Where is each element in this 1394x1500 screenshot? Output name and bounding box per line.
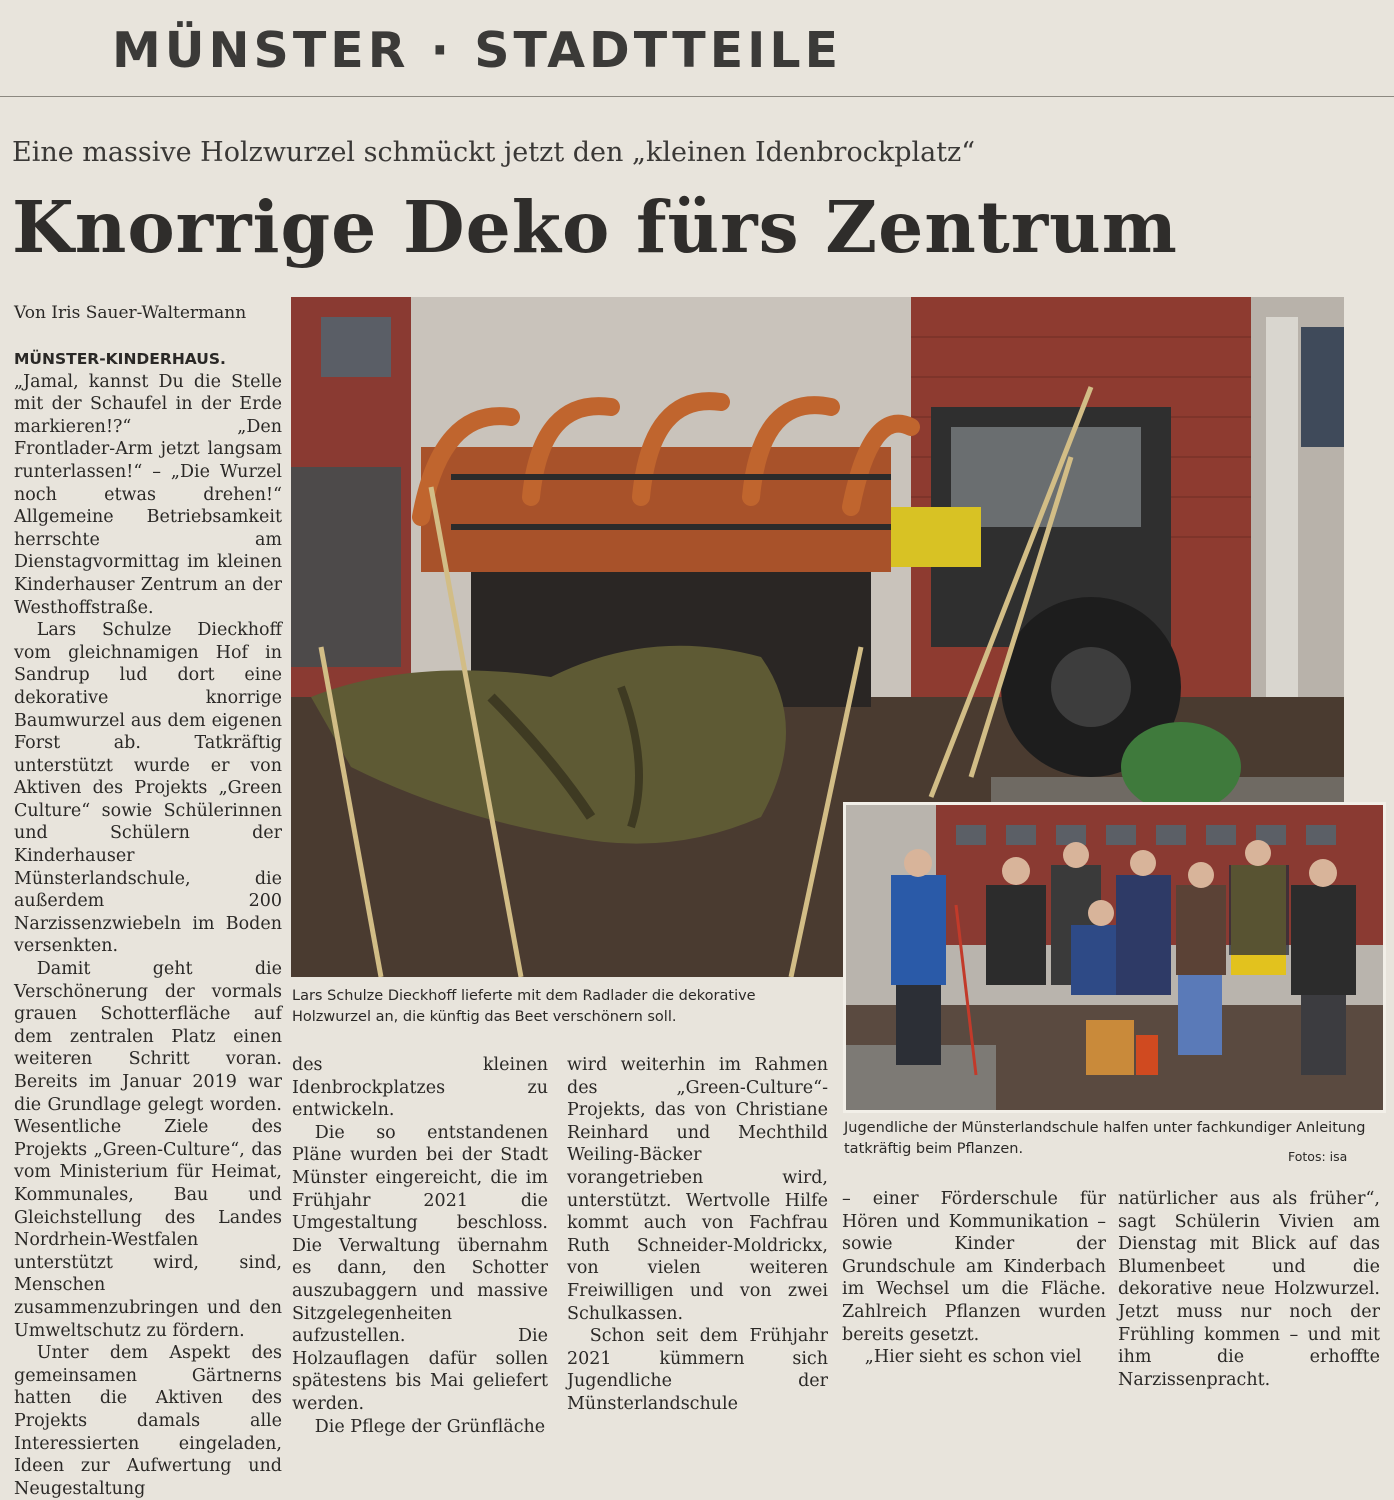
- photo-credit: Fotos: isa: [1288, 1149, 1348, 1164]
- article-paragraph: natürlicher aus als früher“, sagt Schülerin Vivien am Dienstag mit Blick auf das Blumenbeet und die dekorative neue Holzwurzel. Jetzt muss nur noch der Frühling kommen – und mit ihm die erhoffte Narzissenpracht.: [1118, 1189, 1380, 1390]
- article-column-3: [567, 1054, 828, 1416]
- article-paragraph: wird weiterhin im Rahmen des „Green-Culture“-Projekts, das von Christiane Reinhard und Mechthild Weiling-Bäcker vorangetrieben wird, unterstützt. Wertvolle Hilfe kommt auch von Fachfrau Ruth Schneider-Moldrickx, von vielen weiteren Freiwilligen und von zwei Schulkassen.: [567, 1055, 828, 1324]
- article-paragraph: [14, 348, 282, 619]
- article-paragraph: „Hier sieht es schon viel: [864, 1347, 1082, 1368]
- photo-students-group: [843, 802, 1386, 1113]
- article-paragraph: Die Pflege der Grünfläche: [314, 1416, 546, 1437]
- article-column-5: [1118, 1188, 1380, 1391]
- section-title: MÜNSTER · STADTTEILE: [112, 22, 843, 79]
- photo-students-illustration: [846, 805, 1383, 1110]
- article-column-2: [292, 1054, 548, 1438]
- article-headline: Knorrige Deko fürs Zentrum: [12, 185, 1178, 269]
- article-paragraph: Die so entstandenen Pläne wurden bei der Stadt Münster eingereicht, die im Frühjahr 2021 die Umgestaltung beschloss. Die Verwaltung übernahm es dann, den Schotter auszubaggern und massive Sitzgelegenheiten aufzustellen. Die Holzauflagen dafür sollen spätestens bis Mai geliefert werden.: [292, 1122, 548, 1414]
- article-paragraph: Damit geht die Verschönerung der vormals grauen Schotterfläche auf dem zentralen Platz einen weiteren Schritt voran. Bereits im Januar 2019 war die Grundlage gelegt worden. Wesentliche Ziele des Projekts „Green-Culture“, das vom Ministerium für Heimat, Kommunales, Bau und Gleichstellung des Landes Nordrhein-Westfalen unterstützt wird, sind, Menschen zusammenzubringen und den Umweltschutz zu fördern.: [14, 959, 282, 1341]
- photo-caption-loader: Lars Schulze Dieckhoff lieferte mit dem Radlader die dekorative Holzwurzel an, die künftig das Beet verschönern soll.: [292, 988, 756, 1025]
- article-paragraph: Lars Schulze Dieckhoff vom gleichnamigen Hof in Sandrup lud dort eine dekorative knorrige Baumwurzel aus dem eigenen Forst ab. Tatkräftig unterstützt wurde er von Aktiven des Projekts „Green Culture“ sowie Schülerinnen und Schülern der Kinderhauser Münsterlandschule, die außerdem 200 Narzissenzwiebeln im Boden versenkten.: [14, 620, 282, 957]
- article-subline: Eine massive Holzwurzel schmückt jetzt den „kleinen Idenbrockplatz“: [12, 137, 976, 168]
- article-byline: Von Iris Sauer-Waltermann: [14, 303, 247, 323]
- article-paragraph: Unter dem Aspekt des gemeinsamen Gärtnerns hatten die Aktiven des Projekts damals alle Interessierten eingeladen, Ideen zur Aufwertung und Neugestaltung: [14, 1343, 282, 1499]
- article-column-1: [14, 348, 282, 1500]
- article-paragraph-text: „Jamal, kannst Du die Stelle mit der Schaufel in der Erde markieren!?“ „Den Frontlader-Arm jetzt langsam runterlassen!“ – „Die Wurzel noch etwas drehen!“ Allgemeine Betriebsamkeit herrschte am Dienstagvormittag im kleinen Kinderhauser Zentrum an der Westhoffstraße.: [14, 371, 282, 618]
- photo-caption-students: Jugendliche der Münsterlandschule halfen unter fachkundiger Anleitung tatkräftig beim Pflanzen.: [844, 1120, 1366, 1157]
- article-column-4: [842, 1188, 1106, 1369]
- article-paragraph: des kleinen Idenbrockplatzes zu entwickeln.: [292, 1055, 548, 1121]
- section-rule: [0, 96, 1394, 97]
- article-paragraph: Schon seit dem Frühjahr 2021 kümmern sich Jugendliche der Münsterlandschule: [567, 1326, 828, 1414]
- article-paragraph: – einer Förderschule für Hören und Kommunikation – sowie Kinder der Grundschule am Kinderbach im Wechsel um die Fläche. Zahlreich Pflanzen wurden bereits gesetzt.: [842, 1189, 1106, 1345]
- article-dateline: MÜNSTER-KINDERHAUS.: [14, 350, 226, 368]
